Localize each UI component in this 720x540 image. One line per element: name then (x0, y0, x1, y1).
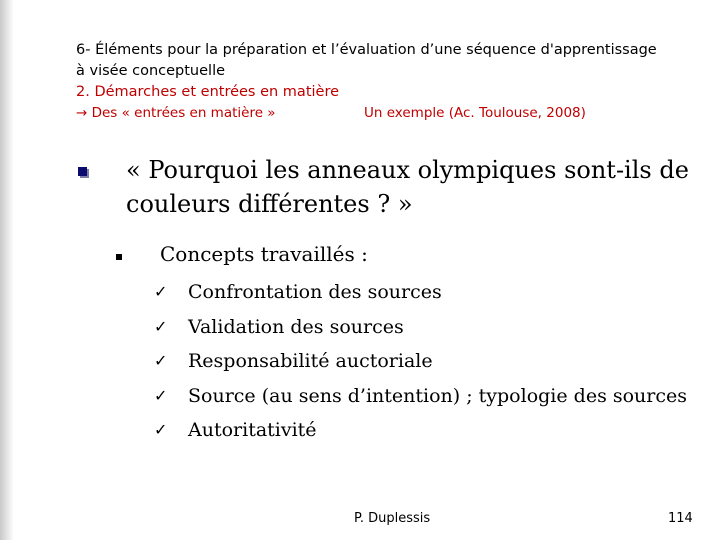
subheading-text: Des « entrées en matière » (91, 105, 276, 121)
page-number: 114 (668, 511, 693, 526)
list-item-label: Source (au sens d’intention) ; typologie des sources (188, 384, 688, 407)
list-item-label: Responsabilité auctoriale (188, 350, 433, 372)
arrow-right-icon: → (76, 105, 88, 121)
header-title-line-1: 6- Éléments pour la préparation et l’évaluation d’une séquence d'apprentissage (76, 42, 657, 58)
section-heading: 2. Démarches et entrées en matière (76, 84, 340, 100)
subheading (76, 103, 716, 124)
checkmark-icon: ✓ (154, 420, 168, 439)
header-title-line-2: à visée conceptuelle (76, 63, 226, 79)
checkmark-icon: ✓ (154, 316, 168, 336)
example-note: Un exemple (Ac. Toulouse, 2008) (364, 105, 586, 121)
question-text: « Pourquoi les anneaux olympiques sont-ils de couleurs différentes ? » (126, 156, 689, 218)
square-bullet-icon (78, 167, 87, 176)
slide-header (76, 40, 716, 124)
list-item-label: Autoritativité (188, 419, 317, 441)
concepts-heading: Concepts travaillés : (160, 242, 368, 266)
list-item-label: Validation des sources (188, 315, 404, 338)
checkmark-icon: ✓ (154, 385, 168, 405)
footer-author: P. Duplessis (354, 511, 431, 526)
list-item-label: Confrontation des sources (188, 281, 442, 303)
small-square-bullet-icon (116, 254, 122, 260)
side-gradient-bar (0, 0, 14, 540)
checkmark-icon: ✓ (154, 351, 168, 370)
checkmark-icon: ✓ (154, 282, 168, 301)
